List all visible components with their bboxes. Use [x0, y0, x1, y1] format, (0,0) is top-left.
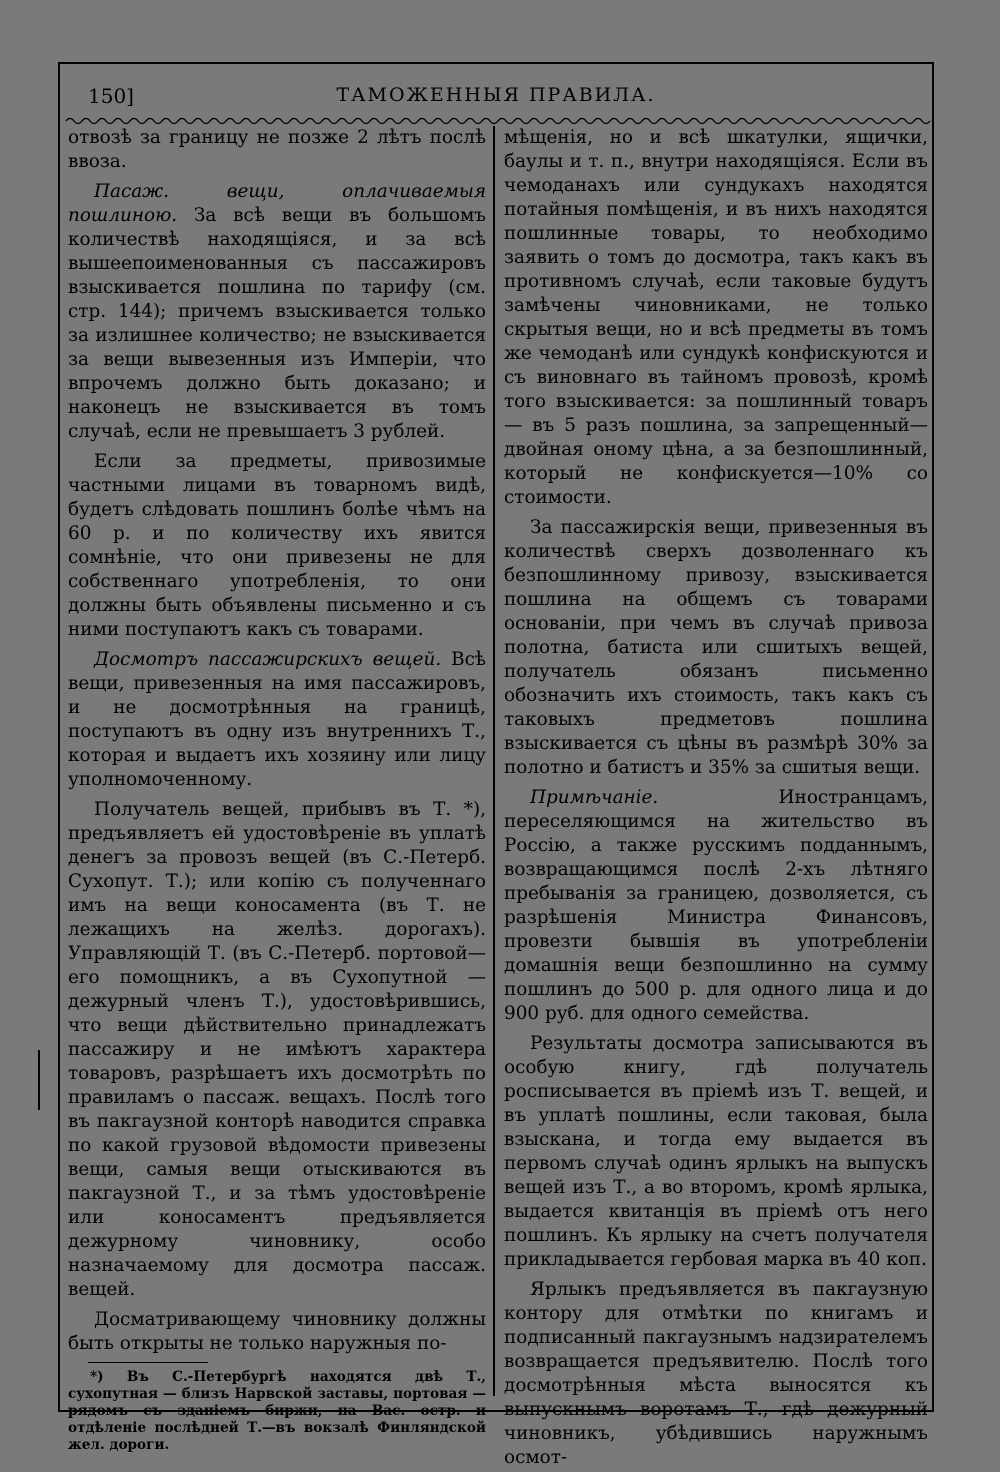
margin-mark: [38, 1050, 40, 1110]
paragraph-text: За всѣ вещи въ большомъ количествѣ находящіяся, и за всѣ вышеепоименованныя съ пассажировъ взыскивается пошлина по тарифу (см. стр. 144); причемъ взыскивается только за излишнее количество; не взыскивается за вещи вывезенныя изъ Имперіи, что впрочемъ должно быть доказано; и наконецъ не взыскивается въ томъ случаѣ, если не превышаетъ 3 рублей.: [68, 205, 486, 442]
section-heading: Досмотръ пассажирскихъ вещей.: [94, 649, 442, 670]
paragraph: [504, 786, 928, 1026]
paragraph: Если за предметы, привозимые частными лицами въ товарномъ видѣ, будетъ слѣдовать пошлинъ болѣе чѣмъ на 60 р. и по количеству ихъ явится сомнѣніе, что они привезены не для собственнаго употребленія, то они должны быть объявлены письменно и съ ними поступаютъ какъ съ товарами.: [68, 451, 486, 640]
page-frame: [58, 62, 934, 1468]
left-column: [68, 126, 490, 1453]
paragraph: За пассажирскія вещи, привезенныя въ количествѣ сверхъ дозволеннаго къ безпошлинному привозу, взыскивается пошлина на общемъ съ товарами основаніи, при чемъ въ случаѣ привоза полотна, батиста или сшитыхъ вещей, получатель обязанъ письменно обозначить ихъ стоимость, такъ какъ съ таковыхъ предметовъ пошлина взыскивается съ цѣны въ размѣрѣ 30% за полотно и батистъ и 35% за сшитыя вещи.: [504, 517, 928, 778]
running-title: ТАМОЖЕННЫЯ ПРАВИЛА.: [336, 84, 656, 106]
note-heading: Примѣчаніе.: [530, 787, 659, 808]
right-column: [498, 126, 928, 1468]
paragraph: мѣщенія, но и всѣ шкатулки, ящички, баулы и т. п., внутри находящіяся. Если въ чемоданахъ или сундукахъ находятся потайныя помѣщенія, и въ нихъ находятся пошлинные товары, то необходимо заявить о томъ до досмотра, такъ какъ въ противномъ случаѣ, если таковые будутъ замѣчены чиновниками, не только скрытыя вещи, но и всѣ предметы въ томъ же чемоданѣ или сундукѣ конфискуются и съ виновнаго въ тайномъ провозѣ, кромѣ того взыскивается: за пошлинный товаръ — въ 5 разъ пошлина, за запрещенный—двойная оному цѣна, а за безпошлинный, который не конфискуется—10% со стоимости.: [504, 127, 928, 508]
page-number: 150]: [88, 84, 134, 108]
section-heading: Пасаж. вещи, оплачиваемыя пошлиною.: [68, 181, 486, 226]
paragraph: Получатель вещей, прибывъ въ Т. *), предъявляетъ ей удостовѣреніе въ уплатѣ денегъ за провозъ вещей (въ С.-Петерб. Сухопут. Т.); или копію съ полученнаго имъ на вещи коносамента (въ Т. не лежащихъ на желѣз. дорогахъ). Управляющій Т. (въ С.-Петерб. портовой—его помощникъ, а въ Сухопутной — дежурный членъ Т.), удостовѣрившись, что вещи дѣйствительно принадлежатъ пассажиру и не имѣютъ характера товаровъ, разрѣшаетъ ихъ досмотрѣть по правиламъ о пассаж. вещахъ. Послѣ того въ пакгаузной конторѣ наводится справка по какой грузовой вѣдомости привезены вещи, самыя вещи отыскиваются въ пакгаузной Т., и за тѣмъ удостовѣреніе или коносаментъ предъявляется дежурному чиновнику, особо назначаемому для досмотра пассаж. вещей.: [68, 799, 486, 1300]
paragraph: Ярлыкъ предъявляется въ пакгаузную контору для отмѣтки по книгамъ и подписанный пакгаузнымъ надзирателемъ возвращается предъявителю. Послѣ того досмотрѣнныя мѣста выносятся къ выпускнымъ воротамъ Т., гдѣ дежурный чиновникъ, убѣдившись наружнымъ осмот-: [504, 1279, 928, 1468]
page-header: [60, 64, 932, 110]
paragraph-text: Всѣ вещи, привезенныя на имя пассажировъ, и не досмотрѣнныя на границѣ, поступаютъ въ одну изъ внутреннихъ Т., которая и выдаетъ ихъ хозяину или лицу уполномоченному.: [68, 649, 486, 790]
paragraph: отвозѣ за границу не позже 2 лѣтъ послѣ ввоза.: [68, 127, 486, 172]
paragraph: [68, 180, 486, 444]
wavy-rule: [66, 116, 930, 126]
footnote-rule: [88, 1362, 208, 1363]
paragraph-text: Иностранцамъ, переселяющимся на жительство въ Россію, а также русскимъ подданнымъ, возвращающимся послѣ 2-хъ лѣтняго пребыванія за границею, дозволяется, съ разрѣшенія Министра Финансовъ, провезти бывшія въ употребленіи домашнія вещи безпошлинно на сумму пошлинъ до 500 р. для одного лица и до 900 руб. для одного семейства.: [504, 787, 928, 1024]
footnote: *) Въ С.-Петербургѣ находятся двѣ Т., сухопутная — близъ Нарвской заставы, портовая — рядомъ съ зданіемъ биржи, на Вас. остр. и отдѣленіе послѣдней Т.—въ вокзалѣ Финляндской жел. дороги.: [68, 1369, 486, 1453]
paragraph: Досматривающему чиновнику должны быть открыты не только наружныя по-: [68, 1309, 486, 1354]
paragraph: Результаты досмотра записываются въ особую книгу, гдѣ получатель росписывается въ пріемѣ изъ Т. вещей, и въ уплатѣ пошлины, если таковая, была взыскана, и тогда ему выдается въ первомъ случаѣ одинъ ярлыкъ на выпускъ вещей изъ Т., а во второмъ, кромѣ ярлыка, выдается квитанція въ пріемѣ отъ него пошлинъ. Къ ярлыку на счетъ получателя прикладывается гербовая марка въ 40 коп.: [504, 1033, 928, 1270]
column-divider: [493, 126, 495, 1396]
paragraph: [68, 648, 486, 792]
